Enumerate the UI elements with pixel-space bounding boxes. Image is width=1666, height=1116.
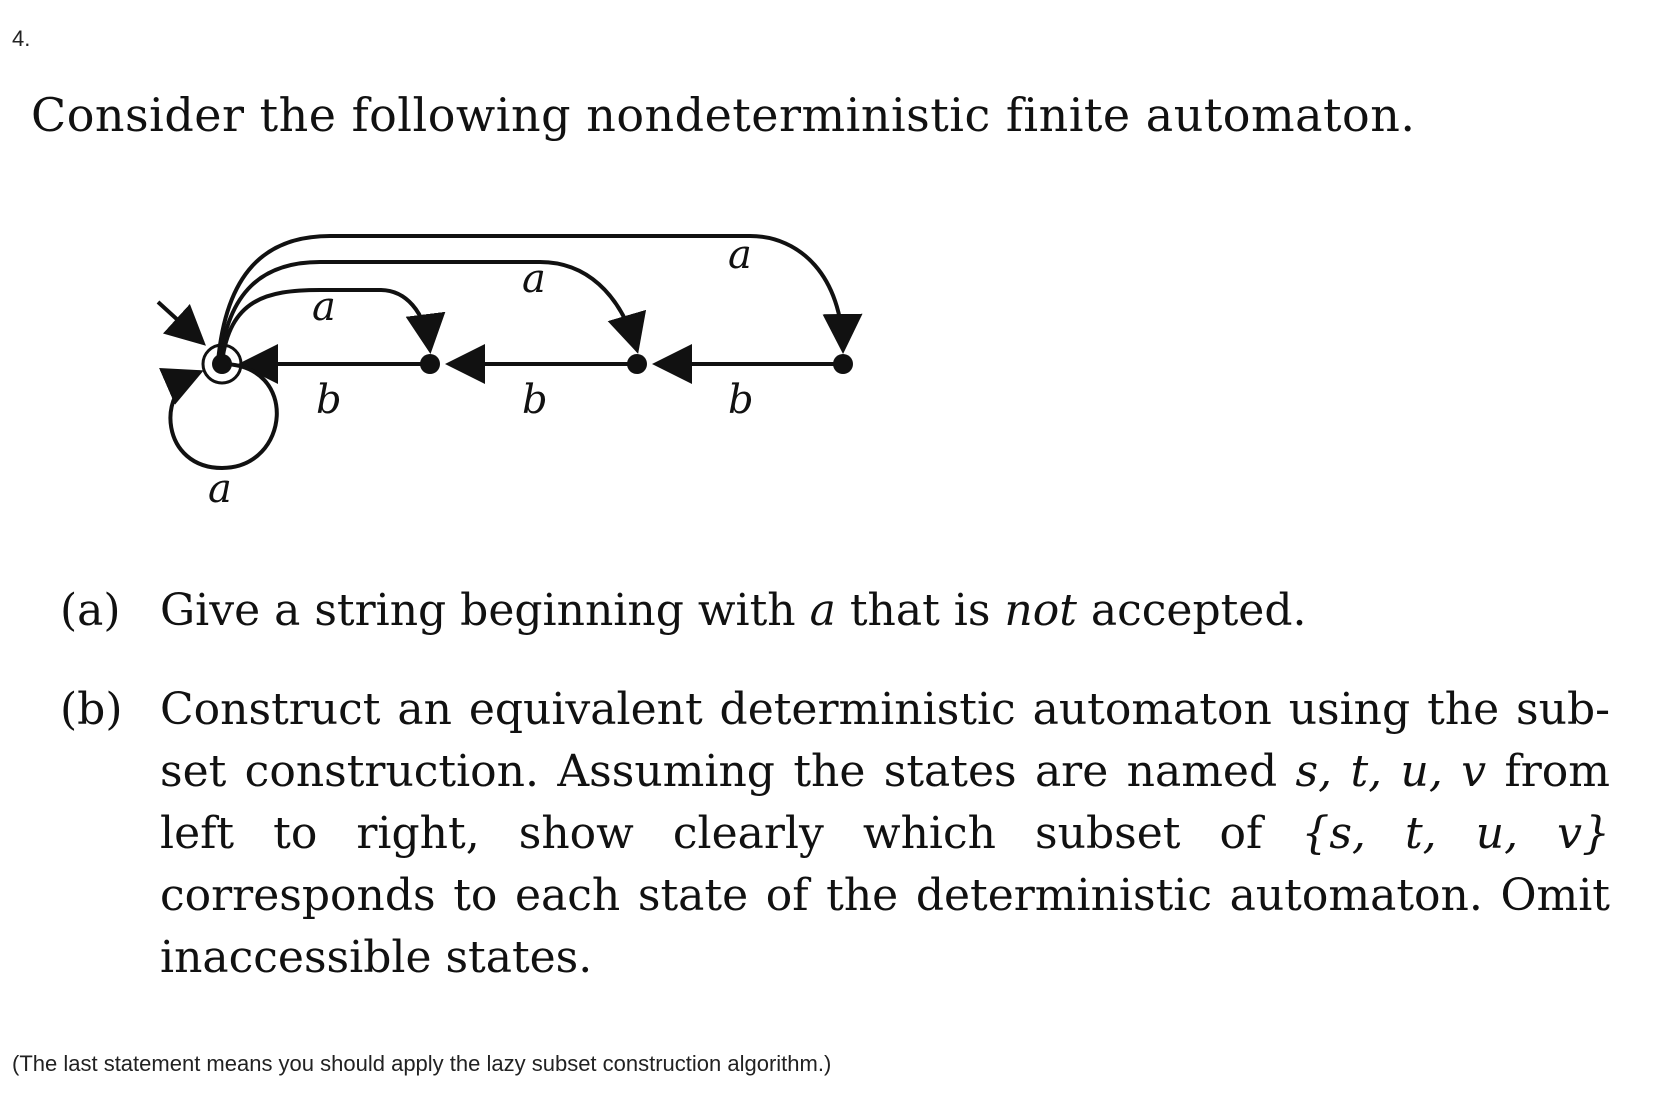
emphasis-not: not <box>1004 585 1077 636</box>
part-b-tag: (b) <box>60 684 123 735</box>
edge-s-loop <box>170 364 276 468</box>
part-b-body: Construct an equivalent deterministic automaton using the sub-set construction. Assuming the states are named s, t, u, v from left to right, show clearly which subset of {s, t, u, v} corresponds to each state of the deterministic automaton. Omit inaccessible states. <box>160 684 1610 983</box>
part-a-body: Give a string beginning with a that is not accepted. <box>160 585 1307 636</box>
state-s <box>212 354 232 374</box>
state-set: {s, t, u, v} <box>1301 808 1610 859</box>
label-s-loop: a <box>208 466 232 512</box>
part-a <box>60 580 1610 642</box>
label-t-s: b <box>316 377 342 423</box>
state-t <box>420 354 440 374</box>
symbol-a: a <box>809 585 836 636</box>
label-s-v: a <box>728 232 752 278</box>
state-names: s, t, u, v <box>1295 746 1487 797</box>
part-b <box>60 679 1610 989</box>
footnote: (The last statement means you should apply the lazy subset construction algorithm.) <box>12 1051 832 1076</box>
state-v <box>833 354 853 374</box>
start-arrow <box>158 302 203 343</box>
part-a-tag: (a) <box>60 585 121 636</box>
question-number: 4. <box>12 26 31 51</box>
label-s-u: a <box>522 256 546 302</box>
intro-text: Consider the following nondeterministic finite automaton. <box>31 88 1416 142</box>
label-v-u: b <box>728 377 754 423</box>
label-s-t: a <box>312 284 336 330</box>
state-u <box>627 354 647 374</box>
label-u-t: b <box>522 377 548 423</box>
